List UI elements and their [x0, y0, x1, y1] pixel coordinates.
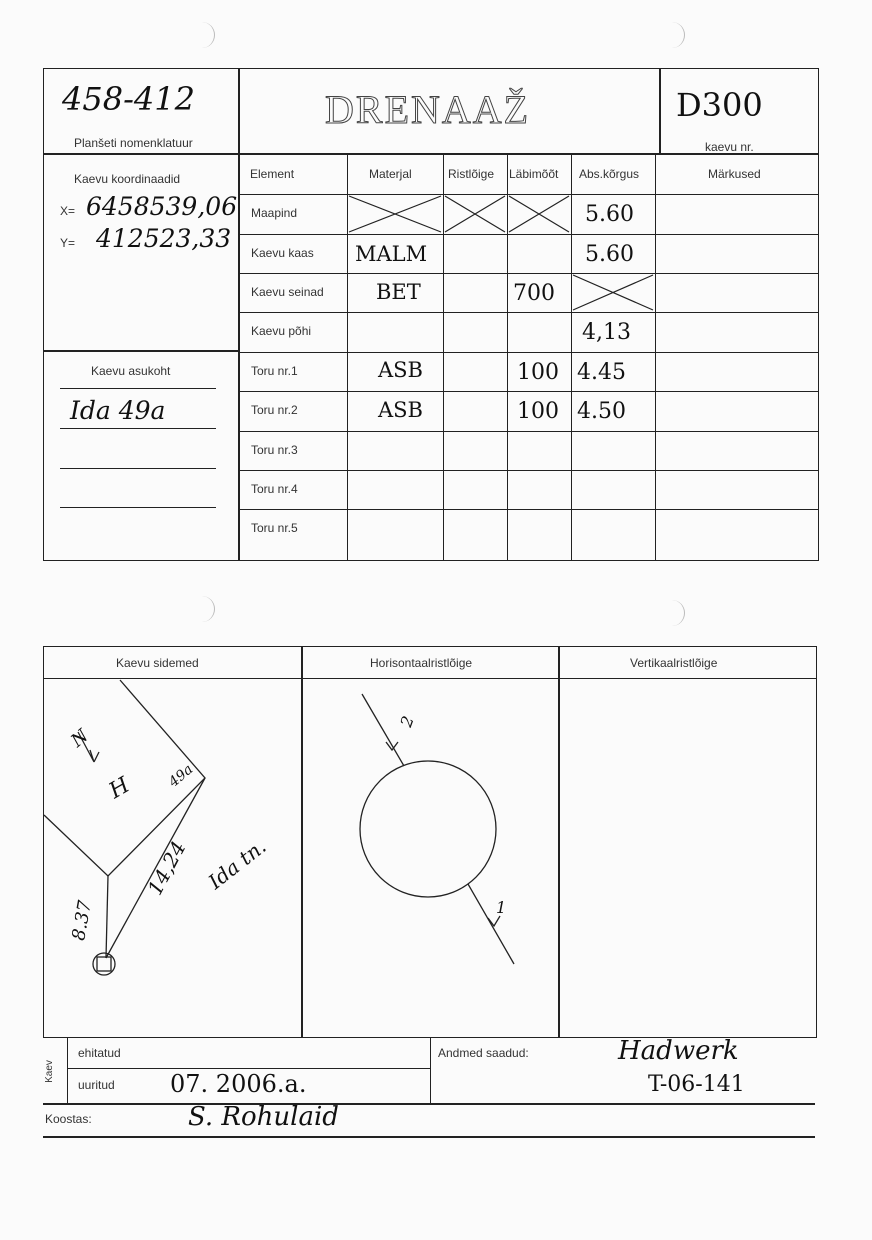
table-row-label: Toru nr.5	[251, 521, 298, 535]
pipe-inlet-number: 2	[396, 713, 418, 730]
x-label: X=	[60, 204, 76, 218]
col-header-element: Element	[250, 167, 295, 181]
table-row-label: Toru nr.4	[251, 482, 298, 496]
data-source-reference: T-06-141	[648, 1072, 745, 1097]
sketch-distance: 14,24	[142, 837, 191, 899]
sketch-house-number: 49a	[165, 761, 197, 791]
nomenclature-value: 458-412	[62, 80, 195, 118]
table-row-label: Kaevu seinad	[251, 285, 324, 299]
table-cell-diameter: 100	[517, 360, 559, 385]
table-cell-abs: 4.45	[577, 360, 626, 385]
col-header-diameter: Läbimõõt	[509, 167, 559, 181]
vertical-section-label: Vertikaalristlõige	[630, 656, 718, 670]
sketch-street-label: Ida tn.	[203, 834, 271, 894]
table-cell-material: MALM	[355, 242, 428, 266]
coordinates-label: Kaevu koordinaadid	[74, 172, 181, 186]
table-row-label: Toru nr.3	[251, 443, 298, 457]
well-number-label: kaevu nr.	[705, 140, 754, 154]
y-coordinate: 412523,33	[96, 224, 232, 253]
table-cell-abs: 5.60	[585, 202, 634, 227]
horizontal-section-label: Horisontaalristlõige	[370, 656, 473, 670]
table-row-label: Maapind	[251, 206, 298, 220]
compiler-label: Koostas:	[45, 1112, 92, 1126]
compiler-signature: S. Rohulaid	[188, 1102, 339, 1132]
well-number-value: D300	[676, 86, 763, 124]
col-header-material: Materjal	[369, 167, 412, 181]
form-title: DRENAAŽ	[325, 87, 531, 132]
table-cell-abs: 4.50	[577, 399, 626, 424]
table-row-label: Kaevu kaas	[251, 246, 314, 260]
sketch-north-label: N	[67, 725, 93, 752]
table-cell-abs: 5.60	[585, 242, 634, 267]
table-row-label: Toru nr.2	[251, 403, 298, 417]
nomenclature-label: Planšeti nomenklatuur	[74, 136, 193, 150]
y-label: Y=	[60, 236, 76, 250]
col-header-cross-section: Ristlõige	[448, 167, 495, 181]
table-cell-abs: 4,13	[582, 320, 631, 345]
sketch-house-label: H	[105, 772, 135, 805]
table-cell-diameter: 700	[513, 281, 555, 306]
col-header-abs-height: Abs.kõrgus	[579, 167, 640, 181]
table-row-label: Kaevu põhi	[251, 324, 312, 338]
footer-side-label: Kaev	[43, 1060, 55, 1083]
x-coordinate: 6458539,06	[86, 192, 238, 221]
table-cell-material: ASB	[378, 358, 423, 382]
built-label: ehitatud	[78, 1046, 121, 1060]
location-label: Kaevu asukoht	[91, 364, 171, 378]
pipe-outlet-number: 1	[496, 898, 507, 917]
table-cell-material: ASB	[378, 398, 423, 422]
sketch-distance: 8.37	[68, 898, 96, 943]
data-source-label: Andmed saadud:	[438, 1046, 529, 1060]
ties-label: Kaevu sidemed	[116, 656, 199, 670]
table-row-label: Toru nr.1	[251, 364, 298, 378]
table-cell-diameter: 100	[517, 399, 559, 424]
surveyed-label: uuritud	[78, 1078, 115, 1092]
surveyed-date: 07. 2006.a.	[170, 1070, 307, 1098]
col-header-remarks: Märkused	[708, 167, 761, 181]
data-source-signature: Hadwerk	[618, 1036, 739, 1066]
table-cell-material: BET	[376, 280, 421, 304]
location-value: Ida 49a	[70, 396, 166, 425]
